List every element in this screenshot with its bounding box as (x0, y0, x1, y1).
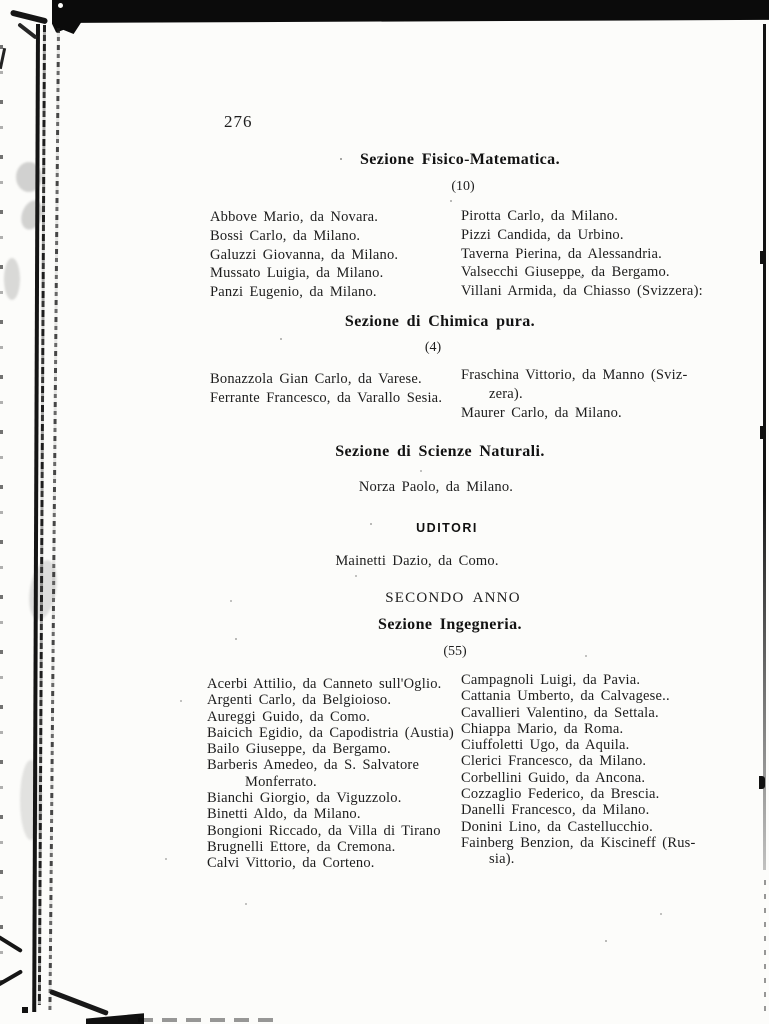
student-entry: Abbove Mario, da Novara. (210, 209, 379, 225)
margin-pen-mark-2 (17, 22, 38, 39)
student-entry: Bianchi Giorgio, da Viguzzolo. (207, 790, 402, 807)
section-title-scienze-naturali: Sezione di Scienze Naturali. (335, 443, 545, 460)
student-entry: Taverna Pierina, da Alessandria. (461, 245, 662, 262)
student-entry: Bonazzola Gian Carlo, da Varese. (210, 371, 422, 387)
student-entry: Calvi Vittorio, da Corteno. (207, 855, 375, 872)
student-entry-continuation: sia). (489, 851, 515, 868)
right-page-edge-line (763, 24, 766, 870)
section-title-fisico-matematica: Sezione Fisico-Matematica. (359, 151, 560, 168)
student-entry: Brugnelli Ettore, da Cremona. (207, 838, 396, 855)
ingegneria-right-column (461, 672, 696, 868)
binding-crease-line-3 (48, 28, 60, 1010)
student-entry: Corbellini Guido, da Ancona. (461, 769, 646, 786)
bottom-left-mark (0, 935, 23, 953)
student-entry: Aureggi Guido, da Como. (207, 708, 371, 725)
student-entry: Acerbi Attilio, da Canneto sull'Oglio. (207, 676, 442, 692)
student-entry: Cozzaglio Federico, da Brescia. (461, 786, 660, 803)
student-entry: Pizzi Candida, da Urbino. (461, 226, 624, 243)
section-count-fisico-matematica: (10) (451, 179, 475, 194)
student-entry: Danelli Francesco, da Milano. (461, 802, 650, 819)
fisico-right-column (461, 207, 703, 301)
student-entry: Cavallieri Valentino, da Settala. (461, 704, 659, 721)
student-entry: Bongioni Riccado, da Villa di Tirano (207, 822, 441, 839)
margin-smudge (25, 558, 61, 622)
student-entry: Barberis Amedeo, da S. Salvatore (207, 757, 420, 774)
student-entry: Fainberg Benzion, da Kiscineff (Rus- (461, 834, 696, 851)
margin-pen-mark-1 (10, 9, 48, 24)
student-entry: Cattania Umberto, da Calvagese.. (461, 688, 670, 705)
student-entry: Panzi Eugenio, da Milano. (210, 284, 377, 301)
student-entry: Argenti Carlo, da Belgioioso. (207, 692, 392, 709)
student-entry: Baicich Egidio, da Capodistria (Austia) (207, 724, 454, 741)
student-entry-continuation: zera). (489, 385, 523, 402)
bottom-left-mark (0, 969, 23, 986)
bottom-left-wedge (86, 1012, 144, 1024)
margin-smudge (4, 258, 20, 300)
student-entry: Bossi Carlo, da Milano. (210, 227, 361, 244)
fisico-left-column (210, 208, 398, 302)
scan-ink-blob-notch (58, 3, 63, 8)
student-entry: Galuzzi Giovanna, da Milano. (210, 246, 399, 263)
right-edge-mark (759, 776, 765, 789)
section-title-chimica: Sezione di Chimica pura. (344, 313, 536, 330)
student-entry: Norza Paolo, da Milano. (358, 479, 514, 495)
section-title-ingegneria: Sezione Ingegneria. (378, 616, 522, 633)
section-count-ingegneria: (55) (443, 644, 467, 659)
bottom-left-dot (22, 1007, 28, 1013)
student-entry: Maurer Carlo, da Milano. (461, 404, 622, 421)
student-entry: Campagnoli Luigi, da Pavia. (461, 672, 641, 688)
student-entry: Binetti Aldo, da Milano. (207, 806, 361, 823)
right-edge-mark (760, 251, 766, 264)
bottom-left-stroke (49, 989, 109, 1016)
left-edge-speckle (0, 45, 3, 1005)
margin-smudge (20, 760, 42, 840)
student-entry: Villani Armida, da Chiasso (Svizzera): (461, 283, 703, 300)
student-entry: Bailo Giuseppe, da Bergamo. (207, 741, 391, 758)
section-count-chimica: (4) (424, 340, 442, 355)
right-edge-mark (760, 426, 766, 439)
chimica-right-column (461, 366, 687, 422)
page-number: 276 (224, 112, 253, 131)
bottom-edge-specks (138, 1018, 273, 1022)
student-entry-continuation: Monferrato. (245, 773, 317, 790)
student-entry: Donini Lino, da Castellucchio. (461, 818, 653, 835)
student-entry: Pirotta Carlo, da Milano. (461, 208, 619, 224)
student-entry: Chiappa Mario, da Roma. (461, 720, 624, 737)
right-page-edge-line-faint (764, 880, 766, 1016)
margin-smudge (16, 162, 42, 192)
chimica-left-column (210, 370, 442, 408)
student-entry: Ferrante Francesco, da Varallo Sesia. (210, 389, 443, 406)
student-entry: Valsecchi Giuseppe, da Bergamo. (461, 264, 670, 281)
ingegneria-left-column (207, 676, 454, 872)
section-title-uditori: UDITORI (416, 521, 478, 535)
student-entry: Mussato Luigia, da Milano. (210, 265, 384, 282)
student-entry: Fraschina Vittorio, da Manno (Sviz- (461, 367, 688, 383)
year-heading-secondo-anno: SECONDO ANNO (385, 590, 521, 606)
scan-top-edge-bar (52, 0, 769, 23)
student-entry: Ciuffoletti Ugo, da Aquila. (461, 737, 630, 754)
student-entry: Mainetti Dazio, da Como. (335, 553, 499, 569)
student-entry: Clerici Francesco, da Milano. (461, 753, 647, 770)
